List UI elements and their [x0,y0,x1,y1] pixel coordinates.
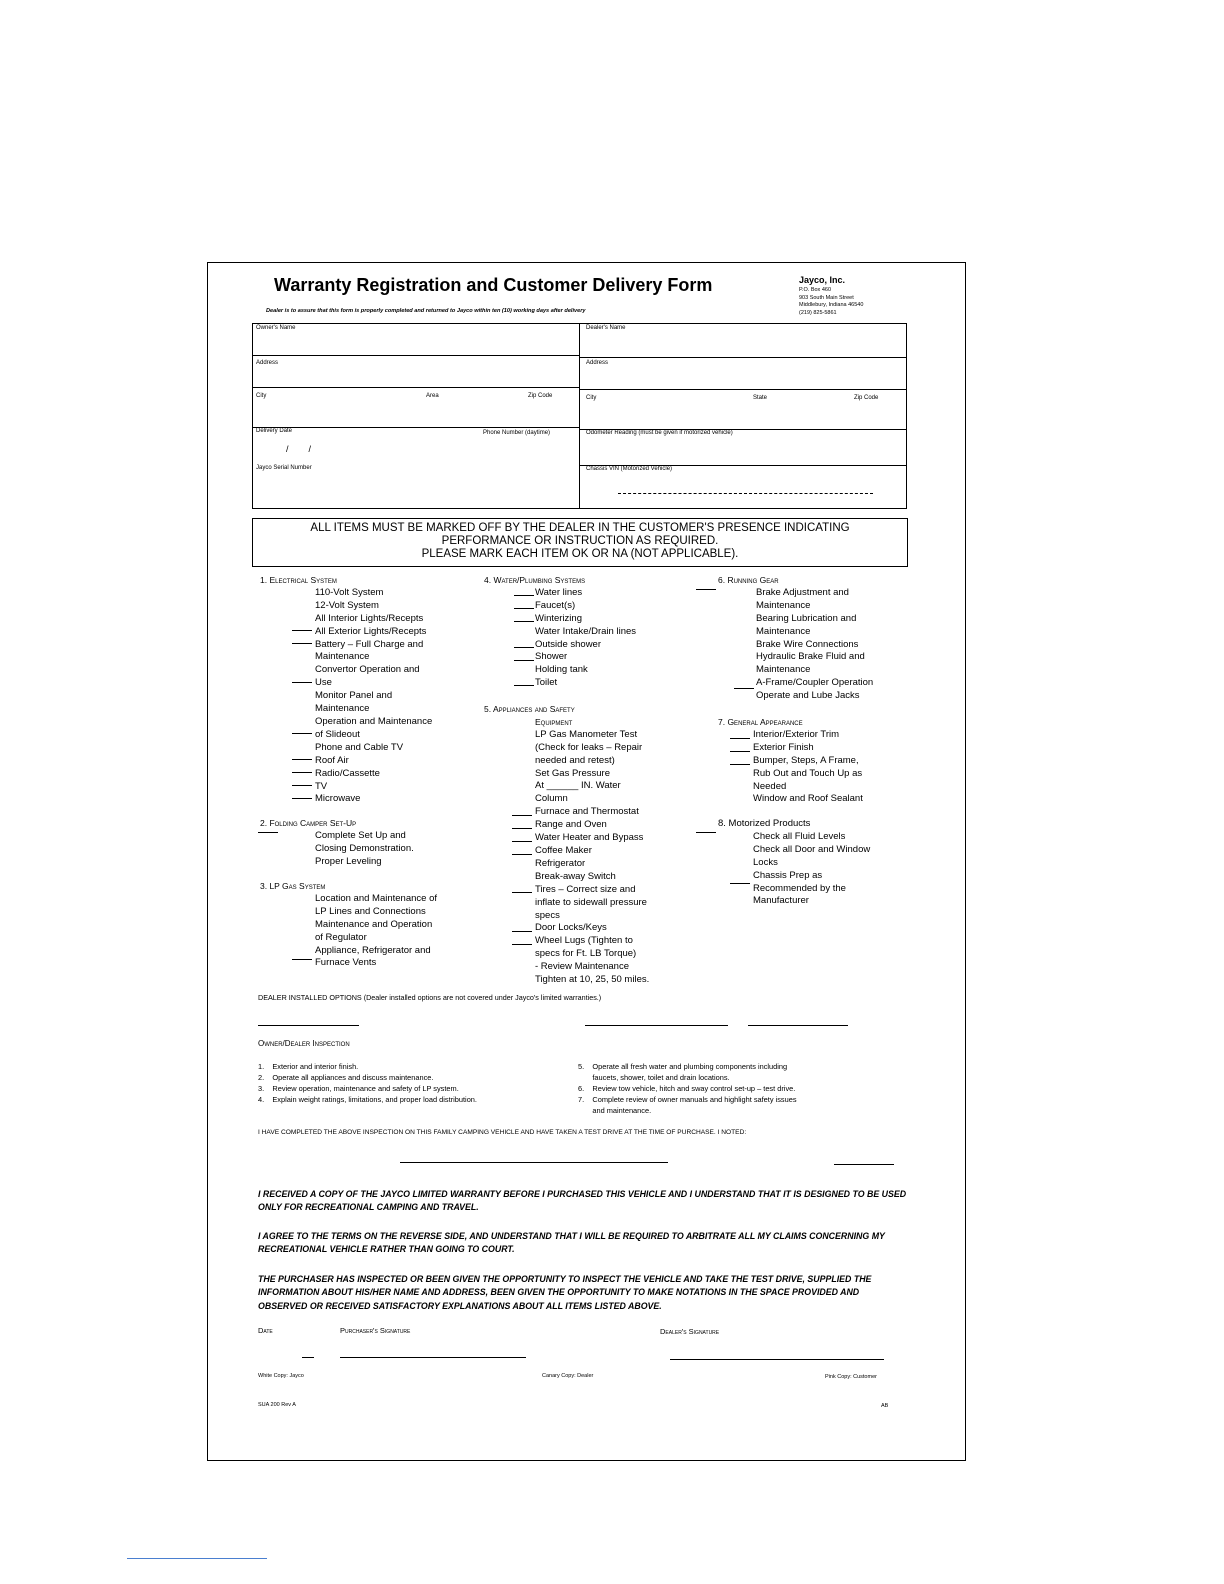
noted-line-1[interactable] [400,1162,668,1163]
appearance-checkboxes[interactable] [730,730,753,769]
form-code: AB [881,1403,889,1409]
section-motorized: 8. Motorized Products Check all Fluid Levels Check all Door and Window Locks Chassis Prep as Recommended by the Manufacturer [718,818,871,907]
water-checkboxes[interactable] [514,587,537,690]
owner-name-label: Owner's Name [256,325,296,331]
lp-gas-checkbox[interactable] [292,948,315,966]
section-lp-gas: 3. LP Gas System Location and Maintenance of LP Lines and Connections Maintenance and Operation of Regulator Appliance, Refrigerator and Furnace Vents [260,881,438,969]
canary-copy-label: Canary Copy: Dealer [542,1373,594,1379]
city-left-label: City [256,393,267,399]
noted-line-2[interactable] [834,1164,894,1165]
zip-right-label: Zip Code [854,395,879,401]
running-gear-checkbox[interactable] [696,578,719,596]
completed-statement: I HAVE COMPLETED THE ABOVE INSPECTION ON THIS FAMILY CAMPING VEHICLE AND HAVE TAKEN A TEST DRIVE AT THE TIME OF PURCHASE. I NOTED: [258,1129,747,1136]
phone-label: Phone Number (daytime) [483,430,551,436]
white-copy-label: White Copy: Jayco [258,1373,304,1379]
chassis-label: Chassis VIN (Motorized Vehicle) [586,466,673,472]
date-signature-line[interactable] [302,1357,314,1358]
form-title: Warranty Registration and Customer Delivery Form [274,275,713,295]
dealer-signature-label: Dealer's Signature [660,1327,720,1336]
delivery-date-label: Delivery Date [256,428,293,434]
date-label: Date [258,1326,273,1335]
dealer-options-label: DEALER INSTALLED OPTIONS (Dealer installed options are not covered under Jayco's limited warranties.) [258,993,602,1002]
state-label: State [753,395,768,401]
area-label: Area [426,393,439,399]
section-electrical: 1. Electrical System 110-Volt System 12-Volt System All Interior Lights/Recepts All Exterior Lights/Recepts Battery – Full Charge and Maintenance Convertor Operation and Use Monitor Panel and Maintenance Operation and Maintenance of Slideout Phone and Cable TV Roof Air Radio/Cassette TV Microwave [260,575,433,805]
folding-camper-checkbox[interactable] [258,821,281,839]
section-general-appearance: 7. General Appearance Interior/Exterior Trim Exterior Finish Bumper, Steps, A Frame, Rub Out and Touch Up as Needed Window and Roof Sealant [718,717,863,805]
address-left-label: Address [256,360,279,366]
inspection-left-list: 1. Exterior and interior finish. 2. Operate all appliances and discuss maintenance. 3. Review operation, maintenance and safety of LP system. 4. Explain weight ratings, limitations, and proper load distribution. [258,1062,477,1104]
dealer-signature-line[interactable] [670,1359,884,1360]
form-subtitle: Dealer is to assure that this form is properly completed and returned to Jayco within ten (10) working days after delivery [266,308,586,314]
city-right-label: City [586,395,597,401]
dealer-name-label: Dealer's Name [586,325,626,331]
aframe-checkbox[interactable] [734,677,757,695]
form-number: SUA 200 Rev A [258,1402,296,1408]
section-appliances: 5. Appliances and Safety Equipment LP Gas Manometer Test (Check for leaks – Repair needed and retest) Set Gas Pressure At ______ IN. Water Column Furnace and Thermostat Range and Oven Water Heater and Bypass Coffee Maker Refrigerator Break-away Switch Tires – Correct size and inflate to sidewall pressure specs Door Locks/Keys Wheel Lugs (Tighten to specs for Ft. LB Torque) - Review Maintenance Tighten at 10, 25, 50 miles. [484,704,650,986]
pink-copy-label: Pink Copy: Customer [825,1374,877,1380]
section-folding-camper: 2. Folding Camper Set-Up Complete Set Up and Closing Demonstration. Proper Leveling [260,818,414,867]
form-sheet [207,262,966,1461]
company-name: Jayco, Inc. [799,275,846,285]
statement-inspection: THE PURCHASER HAS INSPECTED OR BEEN GIVEN THE OPPORTUNITY TO INSPECT THE VEHICLE AND TAKE THE TEST DRIVE, SUPPLIED THE INFORMATION ABOUT HIS/HER NAME AND ADDRESS, BEEN GIVEN THE OPPORTUNITY TO MAKE NOTATIONS IN THE SPACE PROVIDED AND OBSERVED OR RECEIVED SATISFACTORY EXPLANATIONS ABOUT ALL ITEMS LISTED ABOVE. [258,1274,872,1311]
zip-left-label: Zip Code [528,393,553,399]
page-underline [127,1558,267,1559]
section-running-gear: 6. Running Gear Brake Adjustment and Maintenance Bearing Lubrication and Maintenance Brake Wire Connections Hydraulic Brake Fluid and Maintenance A-Frame/Coupler Operation Operate and Lube Jacks [718,575,874,702]
date-separators: / / [286,444,312,454]
option-line-3[interactable] [748,1025,848,1026]
electrical-checkboxes[interactable] [292,622,315,803]
motorized-checkbox[interactable] [696,821,719,839]
statement-arbitration: I AGREE TO THE TERMS ON THE REVERSE SIDE, AND UNDERSTAND THAT I WILL BE REQUIRED TO ARBITRATE ALL MY CLAIMS CONCERNING MY RECREATIONAL VEHICLE RATHER THAN GOING TO COURT. [258,1231,885,1255]
purchaser-signature-line[interactable] [340,1357,526,1358]
inspection-heading: Owner/Dealer Inspection [258,1039,350,1048]
option-line-2[interactable] [585,1025,728,1026]
appliance-checkboxes[interactable] [512,807,535,949]
vin-blank[interactable] [618,493,873,494]
odometer-label: Odometer Reading (must be given if motorized vehicle) [586,430,733,436]
option-line-1[interactable] [258,1025,359,1026]
notice-box: ALL ITEMS MUST BE MARKED OFF BY THE DEALER IN THE CUSTOMER'S PRESENCE INDICATING PERFORMANCE OR INSTRUCTION AS REQUIRED. PLEASE MARK EACH ITEM OK OR NA (NOT APPLICABLE). [252,518,908,567]
serial-label: Jayco Serial Number [256,465,312,471]
company-address: P.O. Box 460 903 South Main Street Middlebury, Indiana 46540 (219) 825-5861 [799,287,864,316]
chassis-prep-checkbox[interactable] [730,872,753,890]
purchaser-signature-label: Purchaser's Signature [340,1326,411,1335]
section-water: 4. Water/Plumbing Systems Water lines Faucet(s) Winterizing Water Intake/Drain lines Outside shower Shower Holding tank Toilet [484,575,637,689]
statement-warranty: I RECEIVED A COPY OF THE JAYCO LIMITED WARRANTY BEFORE I PURCHASED THIS VEHICLE AND I UNDERSTAND THAT IT IS DESIGNED TO BE USED ONLY FOR RECREATIONAL CAMPING AND TRAVEL. [258,1189,907,1213]
inspection-right-list: 5. Operate all fresh water and plumbing components including faucets, shower, toilet and drain locations. 6. Review tow vehicle, hitch and sway control set-up – test drive. 7. Complete review of owner manuals and highlight safety issues and maintenance. [578,1062,797,1115]
address-right-label: Address [586,360,609,366]
